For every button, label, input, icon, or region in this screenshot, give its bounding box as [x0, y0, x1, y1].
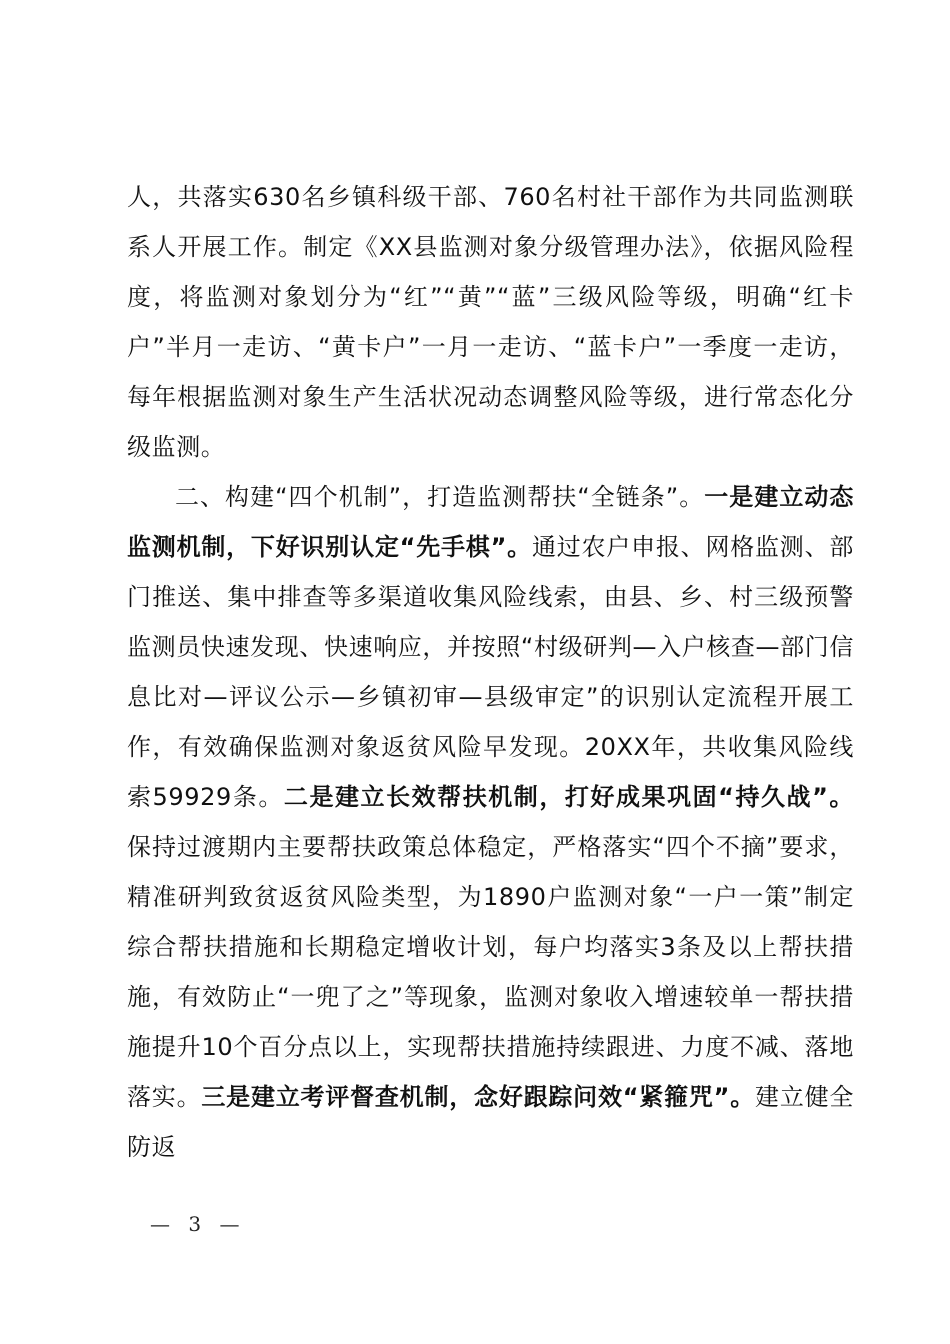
point-2-heading: 二是建立长效帮扶机制，打好成果巩固“持久战”。 [283, 783, 854, 811]
document-body [127, 172, 854, 1172]
point-1-heading: 一是建立动态监测机制，下好识别认定“先手棋”。 [127, 483, 854, 561]
page-number: — 3 — [150, 1212, 246, 1236]
section-intro: 二、构建“四个机制”，打造监测帮扶“全链条”。 [175, 483, 705, 511]
point-1-body: 通过农户申报、网格监测、部门推送、集中排查等多渠道收集风险线索，由县、乡、村三级预警监测员快速发现、快速响应，并按照“村级研判—入户核查—部门信息比对—评议公示—乡镇初审—县级审定”的识别认定流程开展工作，有效确保监测对象返贫风险早发现。20XX年，共收集风险线索59929条。 [127, 533, 854, 811]
paragraph-four-mechanisms [127, 472, 854, 1172]
point-2-body: 保持过渡期内主要帮扶政策总体稳定，严格落实“四个不摘”要求，精准研判致贫返贫风险类型，为1890户监测对象“一户一策”制定综合帮扶措施和长期稳定增收计划，每户均落实3条及以上帮扶措施，有效防止“一兜了之”等现象，监测对象收入增速较单一帮扶措施提升10个百分点以上，实现帮扶措施持续跟进、力度不减、落地落实。 [127, 833, 854, 1111]
paragraph-monitoring-contacts: 人，共落实630名乡镇科级干部、760名村社干部作为共同监测联系人开展工作。制定《XX县监测对象分级管理办法》，依据风险程度，将监测对象划分为“红”“黄”“蓝”三级风险等级，明确“红卡户”半月一走访、“黄卡户”一月一走访、“蓝卡户”一季度一走访，每年根据监测对象生产生活状况动态调整风险等级，进行常态化分级监测。 [127, 183, 854, 461]
point-3-body: 建立健全防返 [127, 1083, 854, 1161]
point-3-heading: 三是建立考评督查机制，念好跟踪问效“紧箍咒”。 [201, 1083, 756, 1111]
